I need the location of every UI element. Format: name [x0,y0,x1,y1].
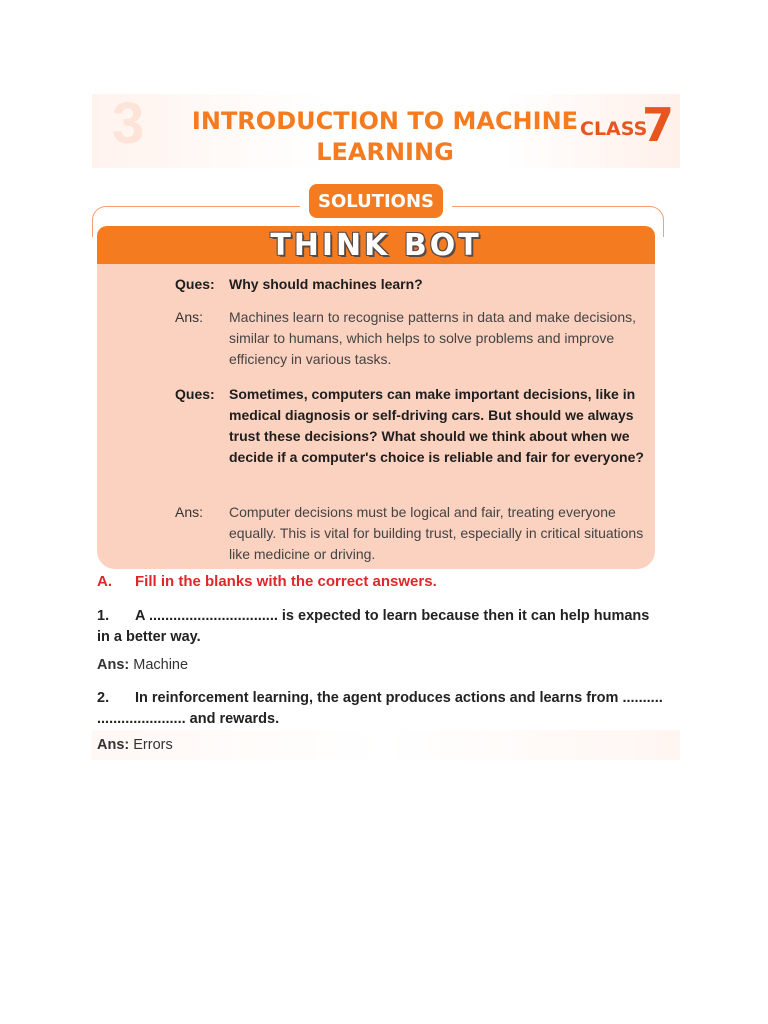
answer-label: Ans: [97,737,130,753]
chapter-title [190,106,580,168]
answer-label: Ans: [97,657,130,673]
item-number: 2. [97,690,110,706]
chapter-title-line2: LEARNING [316,138,454,166]
class-number: 7 [642,98,675,152]
class-label: CLASS [580,118,648,140]
answer-label: Ans: [175,504,204,520]
question-label: Ques: [175,276,215,292]
question-text: Why should machines learn? [229,276,423,292]
think-bot-title: THINK BOT [270,227,482,263]
think-bot-header [97,226,655,264]
answer-label: Ans: [175,309,204,325]
answer-value: Machine [133,657,189,673]
fill-blank-answer-2 [97,737,173,753]
answer-text: Machines learn to recognise patterns in data and make decisions, similar to humans, which helps to solve problems and improve efficiency in various tasks. [229,309,637,367]
item-text-line2: ...................... and rewards. [97,711,280,727]
bottom-band [92,730,680,760]
question-label: Ques: [175,386,215,402]
chapter-title-line1: INTRODUCTION TO MACHINE [191,107,579,135]
section-heading-text: Fill in the blanks with the correct answers. [135,573,437,590]
section-letter: A. [97,573,112,590]
fill-blank-answer-1 [97,657,188,673]
item-number: 1. [97,608,110,624]
solutions-badge: SOLUTIONS [309,184,443,218]
answer-value: Errors [133,737,173,753]
chapter-number: 3 [112,91,145,156]
item-text-line1: A ................................ is expected to learn because then it can help humans [135,608,650,624]
item-text-line1: In reinforcement learning, the agent produces actions and learns from .......... [135,690,663,706]
item-text-line2: in a better way. [97,629,201,645]
question-text: Sometimes, computers can make important decisions, like in medical diagnosis or self-driving cars. But should we always trust these decisions? What should we think about when we decide if a computer's choice is reliable and fair for everyone? [229,386,644,465]
answer-text: Computer decisions must be logical and fair, treating everyone equally. This is vital for building trust, especially in critical situations like medicine or driving. [229,504,644,562]
